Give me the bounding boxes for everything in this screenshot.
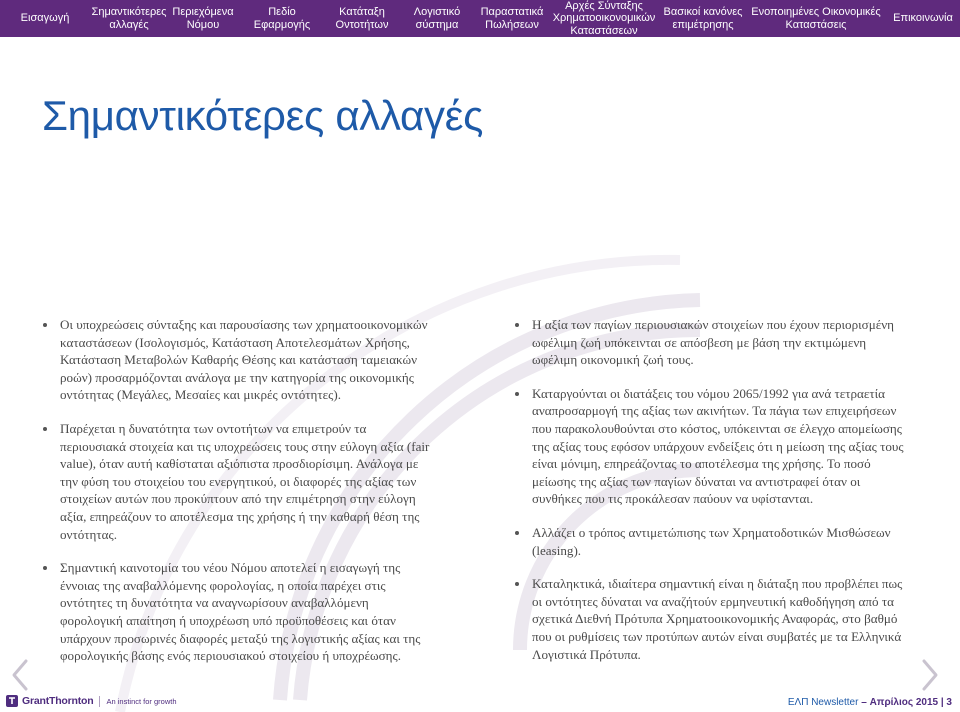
nav-item-fs-principles[interactable]: Αρχές Σύνταξης Χρηματοοικονομικών Καταστάσεων: [552, 0, 656, 37]
right-column: [532, 316, 904, 663]
nav-item-accounting-system[interactable]: Λογιστικό σύστημα: [413, 6, 461, 31]
brand-name: GrantThornton: [22, 695, 94, 707]
grant-thornton-logo-icon: [6, 695, 18, 707]
chevron-left-icon[interactable]: [8, 658, 32, 692]
bullet-item: Καταργούνται οι διατάξεις του νόμου 2065/1992 για ανά τετραετία αναπροσαρμογή της αξίας των ακινήτων. Τα πάγια των επιχειρήσεων που παρακολουθούνται στο κόστος, υπόκεινται σε έλεγχο απομείωσης της αξίας τους εφόσον υπάρχουν ενδείξεις ότι η μείωση της αξίας τους είναι μόνιμη, επηρεάζοντας το αποτέλεσμα της χρήσης. Το ποσό μείωσης της αξίας των παγίων δύναται να αντιστραφεί όταν οι συνθήκες που τις προκάλεσαν παύουν να υφίστανται.: [532, 385, 904, 507]
top-navigation: [0, 0, 960, 37]
bullet-item: Καταληκτικά, ιδιαίτερα σημαντική είναι η διάταξη που προβλέπει πως οι οντότητες δύναται να αναζήτούν ερμηνευτική καθοδήγηση από τα σχετικά Διεθνή Πρότυπα Χρηματοοικονομικής Αναφοράς, στο βαθμό που οι ρυθμίσεις των προτύπων αυτών είναι συμβατές με τα Ελληνικά Λογιστικά Πρότυπα.: [532, 576, 903, 662]
footer-publication-info: [788, 697, 952, 708]
grant-thornton-logo: [6, 694, 177, 708]
nav-item-sales-documents[interactable]: Παραστατικά Πωλήσεων: [480, 6, 544, 31]
nav-item-measurement-rules[interactable]: Βασικοί κανόνες επιμέτρησης: [663, 6, 743, 31]
nav-item-entity-classification[interactable]: Κατάταξη Οντοτήτων: [335, 6, 389, 31]
publication-name: ΕΛΠ Newsletter: [787, 697, 859, 708]
page-number: | 3: [940, 697, 952, 708]
nav-item-scope[interactable]: Πεδίο Εφαρμογής: [253, 6, 311, 31]
bullet-item: Η αξία των παγίων περιουσιακών στοιχείων που έχουν περιορισμένη ωφέλιμη ζωή υπόκεινται σε απόσβεση με βάση την εκτιμώμενη ωφέλιμη οικονομική ζωή τους.: [532, 316, 904, 369]
left-column: [60, 316, 432, 665]
nav-item-contact[interactable]: Επικοινωνία: [893, 12, 953, 25]
footer-separator: –: [858, 697, 870, 708]
bullet-item: Οι υποχρεώσεις σύνταξης και παρουσίασης των χρηματοοικονομικών καταστάσεων (Ισολογισμός, Κατάσταση Αποτελεσμάτων Χρήσης, Κατάσταση Μεταβολών Καθαρής Θέσης και κατάσταση ταμειακών ροών) προσαρμόζονται ανάλογα με την κατηγορία της οικονομικής οντότητας (Μεγάλες, Μεσαίες και μικρές οντότητες).: [60, 316, 432, 404]
nav-item-consolidated-fs[interactable]: Ενοποιημένες Οικονομικές Καταστάσεις: [751, 6, 881, 31]
chevron-right-icon[interactable]: [918, 658, 942, 692]
footer-divider: [99, 696, 100, 707]
bullet-item: Αλλάζει ο τρόπος αντιμετώπισης των Χρηματοδοτικών Μισθώσεων (leasing).: [532, 524, 904, 559]
nav-item-key-changes[interactable]: Σημαντικότερες αλλαγές: [91, 6, 167, 31]
page-title: Σημαντικότερες αλλαγές: [42, 92, 484, 139]
bullet-item: Σημαντική καινοτομία του νέου Νόμου αποτελεί η εισαγωγή της έννοιας της αναβαλλόμενης φορολογίας, η οποία παρέχει στις οντότητες τη δυνατότητα να αναγνωρίσουν αναβαλλόμενη φορολογική απαίτηση ή υποχρέωση υπό προϋποθέσεις και όταν υπάρχουν προσωρινές διαφορές μεταξύ της λογιστικής αξίας και της φορολογικής βάσης ενός περιουσιακού στοιχείου ή υποχρέωσης.: [60, 559, 432, 665]
nav-item-law-contents[interactable]: Περιεχόμενα Νόμου: [172, 6, 234, 31]
bullet-item: Παρέχεται η δυνατότητα των οντοτήτων να επιμετρούν τα περιουσιακά στοιχεία και τις υποχρεώσεις τους στην εύλογη αξία (fair value), όταν αυτή καθίσταται αξιόπιστα προσδιορίσιμη. Ανάλογα με την φύση του στοιχείου του ενεργητικού, οι διαφορές της αξίας των στοιχείων αυτών που προκύπτουν από την επιμέτρηση στην εύλογη αξία, επηρεάζουν το αποτέλεσμα της χρήσης ή την καθαρή θέση της οντότητας.: [60, 420, 432, 543]
publication-date: Απρίλιος 2015: [869, 697, 939, 708]
nav-item-intro[interactable]: Εισαγωγή: [20, 12, 70, 25]
brand-tagline: An instinct for growth: [106, 696, 177, 706]
